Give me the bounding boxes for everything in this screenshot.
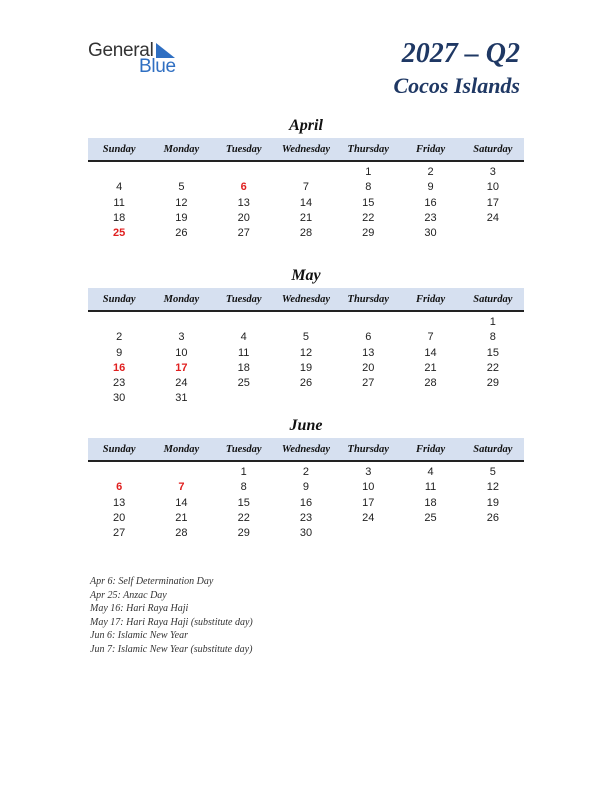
month-april xyxy=(88,116,524,241)
day-cell: 22 xyxy=(486,361,499,374)
day-name-wednesday: Wednesday xyxy=(281,293,331,305)
day-cell: 29 xyxy=(486,377,499,390)
day-name-wednesday: Wednesday xyxy=(281,443,331,455)
day-cell: 4 xyxy=(427,466,434,478)
day-name-monday: Monday xyxy=(163,143,200,155)
day-cell: 12 xyxy=(299,346,313,359)
day-cell: 25 xyxy=(237,377,250,390)
month-name: April xyxy=(289,117,323,134)
week-row xyxy=(88,376,524,391)
day-cell: 29 xyxy=(362,227,375,240)
day-cell: 3 xyxy=(489,166,496,178)
day-cell: 1 xyxy=(240,466,247,478)
day-cell: 16 xyxy=(299,496,313,509)
day-cell: 5 xyxy=(178,181,185,194)
empty-day-cell xyxy=(399,315,461,330)
week-row xyxy=(88,330,524,345)
day-cell: 22 xyxy=(237,511,250,524)
week-row xyxy=(88,346,524,361)
day-name-saturday: Saturday xyxy=(473,293,513,305)
day-cell: 16 xyxy=(424,196,437,209)
day-cell: 11 xyxy=(237,346,250,359)
day-cell: 11 xyxy=(113,196,125,209)
day-name-sunday: Sunday xyxy=(102,293,136,305)
day-cell: 26 xyxy=(486,511,499,524)
day-name-friday: Friday xyxy=(415,293,446,305)
day-name-sunday: Sunday xyxy=(102,443,136,455)
week-row xyxy=(88,165,524,180)
day-cell: 13 xyxy=(362,346,375,359)
day-cell: 19 xyxy=(299,361,313,374)
day-cell: 30 xyxy=(113,392,126,405)
holiday-note: Jun 7: Islamic New Year (substitute day) xyxy=(90,643,253,655)
day-name-sunday: Sunday xyxy=(102,143,136,155)
day-cell: 15 xyxy=(362,196,375,209)
week-row xyxy=(88,526,524,541)
day-name-thursday: Thursday xyxy=(347,443,389,455)
day-name-monday: Monday xyxy=(163,443,200,455)
logo-general-text: General xyxy=(88,40,154,61)
holiday-note: Jun 6: Islamic New Year xyxy=(90,630,188,642)
weeks xyxy=(88,462,524,541)
holiday-note: May 17: Hari Raya Haji (substitute day) xyxy=(90,616,253,628)
holiday-note: Apr 25: Anzac Day xyxy=(90,589,167,601)
day-cell: 28 xyxy=(299,227,313,240)
day-cell: 13 xyxy=(113,496,126,509)
empty-day-cell xyxy=(88,465,150,480)
day-cell: 10 xyxy=(175,346,188,359)
empty-day-cell xyxy=(275,315,337,330)
empty-day-cell xyxy=(337,526,399,541)
week-row xyxy=(88,315,524,330)
week-row xyxy=(88,211,524,226)
day-cell: 14 xyxy=(175,496,188,509)
quarter-title: 2027 – Q2 xyxy=(401,38,520,69)
day-name-thursday: Thursday xyxy=(347,293,389,305)
empty-day-cell xyxy=(337,391,399,406)
week-row xyxy=(88,511,524,526)
weeks xyxy=(88,312,524,407)
day-cell: 27 xyxy=(113,527,126,540)
day-cell: 4 xyxy=(116,181,123,194)
month-name: June xyxy=(289,417,323,434)
empty-day-cell xyxy=(213,391,275,406)
week-row xyxy=(88,496,524,511)
day-name-tuesday: Tuesday xyxy=(225,143,262,155)
day-cell: 21 xyxy=(299,211,313,224)
month-june xyxy=(88,416,524,541)
day-cell: 19 xyxy=(486,496,499,509)
day-cell: 23 xyxy=(113,377,126,390)
day-cell: 6 xyxy=(365,331,372,344)
day-cell: 18 xyxy=(424,496,437,509)
day-name-tuesday: Tuesday xyxy=(225,443,262,455)
day-name-tuesday: Tuesday xyxy=(225,293,262,305)
holiday-notes xyxy=(90,575,253,657)
day-cell: 12 xyxy=(175,196,188,209)
day-cell: 20 xyxy=(362,361,375,374)
day-cell: 18 xyxy=(113,211,126,224)
day-name-friday: Friday xyxy=(415,443,446,455)
day-cell: 18 xyxy=(237,361,250,374)
day-cell: 2 xyxy=(427,166,434,178)
day-cell: 8 xyxy=(240,481,247,494)
day-name-saturday: Saturday xyxy=(473,443,513,455)
day-cell: 16 xyxy=(113,361,126,374)
day-cell: 3 xyxy=(365,466,372,478)
day-cell: 23 xyxy=(299,511,313,524)
day-cell: 26 xyxy=(175,227,188,240)
day-cell: 5 xyxy=(489,466,496,478)
day-cell: 9 xyxy=(302,481,310,494)
logo xyxy=(88,40,188,76)
empty-day-cell xyxy=(462,526,524,541)
day-cell: 17 xyxy=(175,361,188,374)
day-header-row xyxy=(88,138,524,162)
day-name-monday: Monday xyxy=(163,293,200,305)
day-cell: 2 xyxy=(302,466,310,478)
country-title: Cocos Islands xyxy=(393,73,520,98)
empty-day-cell xyxy=(275,165,337,180)
day-cell: 5 xyxy=(302,331,310,344)
day-cell: 30 xyxy=(424,227,437,240)
day-cell: 17 xyxy=(486,196,499,209)
day-cell: 25 xyxy=(424,511,437,524)
day-cell: 31 xyxy=(175,392,188,405)
day-cell: 14 xyxy=(299,196,313,209)
day-header-row xyxy=(88,288,524,312)
day-cell: 24 xyxy=(362,511,375,524)
day-cell: 20 xyxy=(237,211,250,224)
day-cell: 23 xyxy=(424,211,437,224)
day-cell: 10 xyxy=(362,481,375,494)
empty-day-cell xyxy=(399,391,461,406)
day-cell: 9 xyxy=(427,181,434,194)
day-cell: 8 xyxy=(365,181,372,194)
day-cell: 19 xyxy=(175,211,188,224)
day-cell: 1 xyxy=(365,166,372,178)
day-cell: 8 xyxy=(489,331,496,344)
week-row xyxy=(88,196,524,211)
day-cell: 6 xyxy=(240,181,247,194)
day-name-friday: Friday xyxy=(415,143,446,155)
day-cell: 12 xyxy=(486,481,499,494)
day-cell: 3 xyxy=(178,331,185,344)
week-row xyxy=(88,465,524,480)
day-cell: 17 xyxy=(362,496,375,509)
day-cell: 27 xyxy=(362,377,375,390)
empty-day-cell xyxy=(150,165,212,180)
day-cell: 28 xyxy=(424,377,437,390)
week-row xyxy=(88,391,524,406)
day-cell: 22 xyxy=(362,211,375,224)
day-cell: 28 xyxy=(175,527,188,540)
week-row xyxy=(88,361,524,376)
day-cell: 7 xyxy=(178,481,185,494)
day-cell: 7 xyxy=(302,181,310,194)
day-cell: 15 xyxy=(486,346,499,359)
empty-day-cell xyxy=(337,315,399,330)
day-cell: 26 xyxy=(299,377,313,390)
weeks xyxy=(88,162,524,241)
holiday-note: May 16: Hari Raya Haji xyxy=(90,603,189,615)
day-cell: 11 xyxy=(424,481,437,494)
empty-day-cell xyxy=(213,315,275,330)
day-name-wednesday: Wednesday xyxy=(281,143,331,155)
day-cell: 9 xyxy=(116,346,123,359)
day-cell: 27 xyxy=(237,227,250,240)
day-header-row xyxy=(88,438,524,462)
day-cell: 13 xyxy=(237,196,250,209)
day-name-thursday: Thursday xyxy=(347,143,389,155)
day-cell: 24 xyxy=(486,211,499,224)
day-cell: 24 xyxy=(175,377,188,390)
day-name-saturday: Saturday xyxy=(473,143,513,155)
week-row xyxy=(88,180,524,195)
month-may xyxy=(88,266,524,407)
day-cell: 6 xyxy=(116,481,123,494)
week-row xyxy=(88,226,524,241)
day-cell: 7 xyxy=(427,331,434,344)
empty-day-cell xyxy=(150,465,212,480)
day-cell: 21 xyxy=(175,511,188,524)
day-cell: 29 xyxy=(237,527,250,540)
empty-day-cell xyxy=(462,391,524,406)
day-cell: 2 xyxy=(116,331,123,344)
empty-day-cell xyxy=(88,165,150,180)
day-cell: 15 xyxy=(237,496,250,509)
day-cell: 4 xyxy=(240,331,247,344)
day-cell: 14 xyxy=(424,346,437,359)
week-row xyxy=(88,480,524,495)
logo-blue-text: Blue xyxy=(139,56,176,77)
day-cell: 20 xyxy=(113,511,126,524)
day-cell: 25 xyxy=(113,227,126,240)
day-cell: 10 xyxy=(486,181,499,194)
holiday-note: Apr 6: Self Determination Day xyxy=(90,576,214,587)
empty-day-cell xyxy=(462,226,524,241)
day-cell: 1 xyxy=(489,316,496,328)
empty-day-cell xyxy=(213,165,275,180)
empty-day-cell xyxy=(275,391,337,406)
month-name: May xyxy=(291,267,321,284)
title-block xyxy=(393,36,520,100)
day-cell: 30 xyxy=(299,527,313,540)
empty-day-cell xyxy=(399,526,461,541)
day-cell: 21 xyxy=(424,361,437,374)
empty-day-cell xyxy=(88,315,150,330)
empty-day-cell xyxy=(150,315,212,330)
